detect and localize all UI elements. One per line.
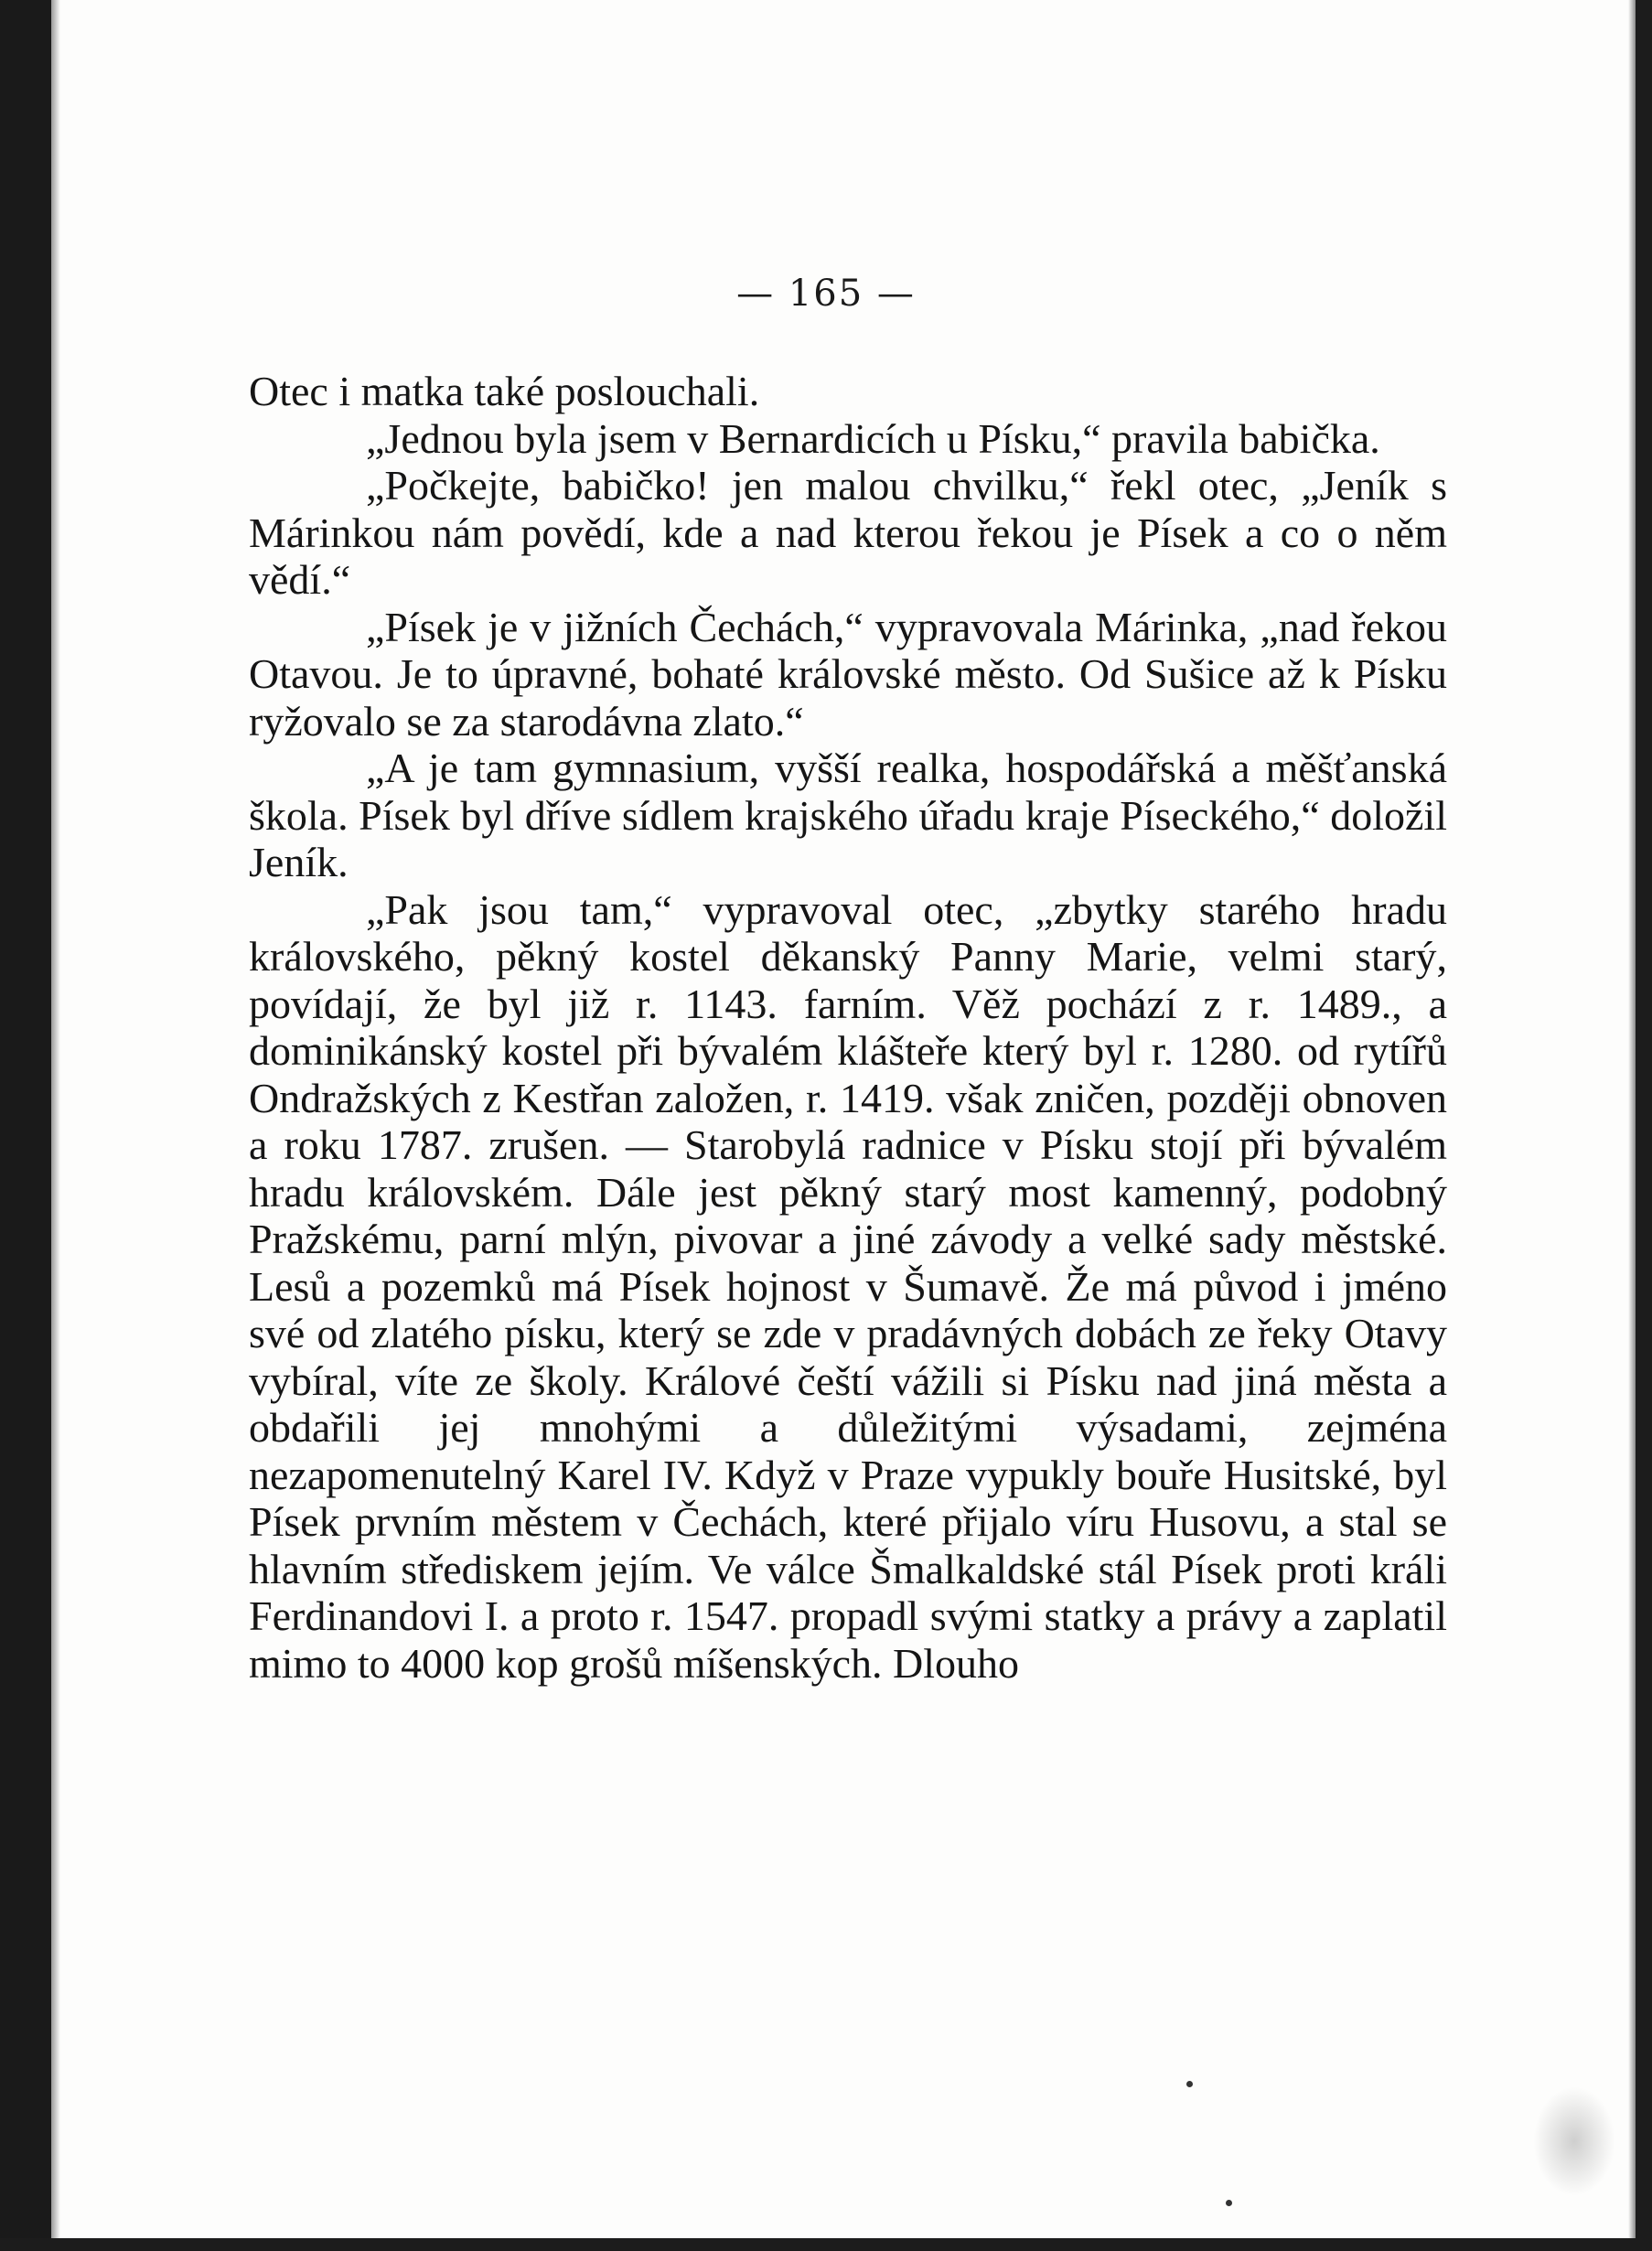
paragraph: „Jednou byla jsem v Bernardicích u Písku,“ pravila babička. xyxy=(366,414,1380,462)
page-number: — 165 — xyxy=(736,273,916,315)
page-edge-bottom xyxy=(0,2238,1652,2251)
paragraph: „Pak jsou tam,“ vypravoval otec, „zbytky starého hradu královského, pěkný kostel děkanský Panny Marie, velmi starý, povídají, že byl již r. 1143. farním. Věž pochází z r. 1489., a dominikánský kostel při bývalém klášteře který byl r. 1280. od rytířů Ondražských z Kestřan založen, r. 1419. však zničen, později obnoven a roku 1787. zrušen. — Starobylá radnice v Písku stojí při bývalém hradu královském. Dále jest pěkný starý most kamenný, podobný Pražskému, parní mlýn, pivovar a jiné závody a velké sady městské. Lesů a pozemků má Písek hojnost v Šumavě. Že má původ i jméno své od zlatého písku, který se zde v pradávných dobách ze řeky Otavy vybíral, víte ze školy. Králové čeští vážili si Písku nad jiná města a obdařili jej mnohými a důležitými výsadami, zejména nezapomenutelný Karel IV. Když v Praze vypukly bouře Husitské, byl Písek prvním městem v Čechách, které přijalo víru Husovu, a stal se hlavním střediskem jejím. Ve válce Šmalkaldské stál Písek proti králi Ferdinandovi I. a proto r. 1547. propadl svými statky a právy a zaplatil mimo to 4000 kop grošů míšenských. Dlouho xyxy=(249,885,1447,1687)
page-edge-right xyxy=(1636,0,1652,2251)
paragraph: „Písek je v jižních Čechách,“ vypravovala Márinka, „nad řekou Otavou. Je to úpravné, bohaté královské město. Od Sušice až k Písku ryžovalo se za starodávna zlato.“ xyxy=(249,603,1447,745)
body-text xyxy=(249,368,1447,1687)
scan-speck xyxy=(1186,2081,1193,2087)
scan-stain xyxy=(1533,2086,1615,2196)
paragraph: Otec i matka také poslouchali. xyxy=(249,368,760,414)
paragraph: „A je tam gymnasium, vyšší realka, hospodářská a měšťanská škola. Písek byl dříve sídlem krajského úřadu kraje Píseckého,“ doložil Jeník. xyxy=(249,745,1447,885)
scan-speck xyxy=(1226,2200,1232,2206)
book-spine-shadow xyxy=(0,0,51,2251)
paragraph: „Počkejte, babičko! jen malou chvilku,“ řekl otec, „Jeník s Márinkou nám povědí, kde a nad kterou řekou je Písek a co o něm vědí.“ xyxy=(249,462,1447,603)
